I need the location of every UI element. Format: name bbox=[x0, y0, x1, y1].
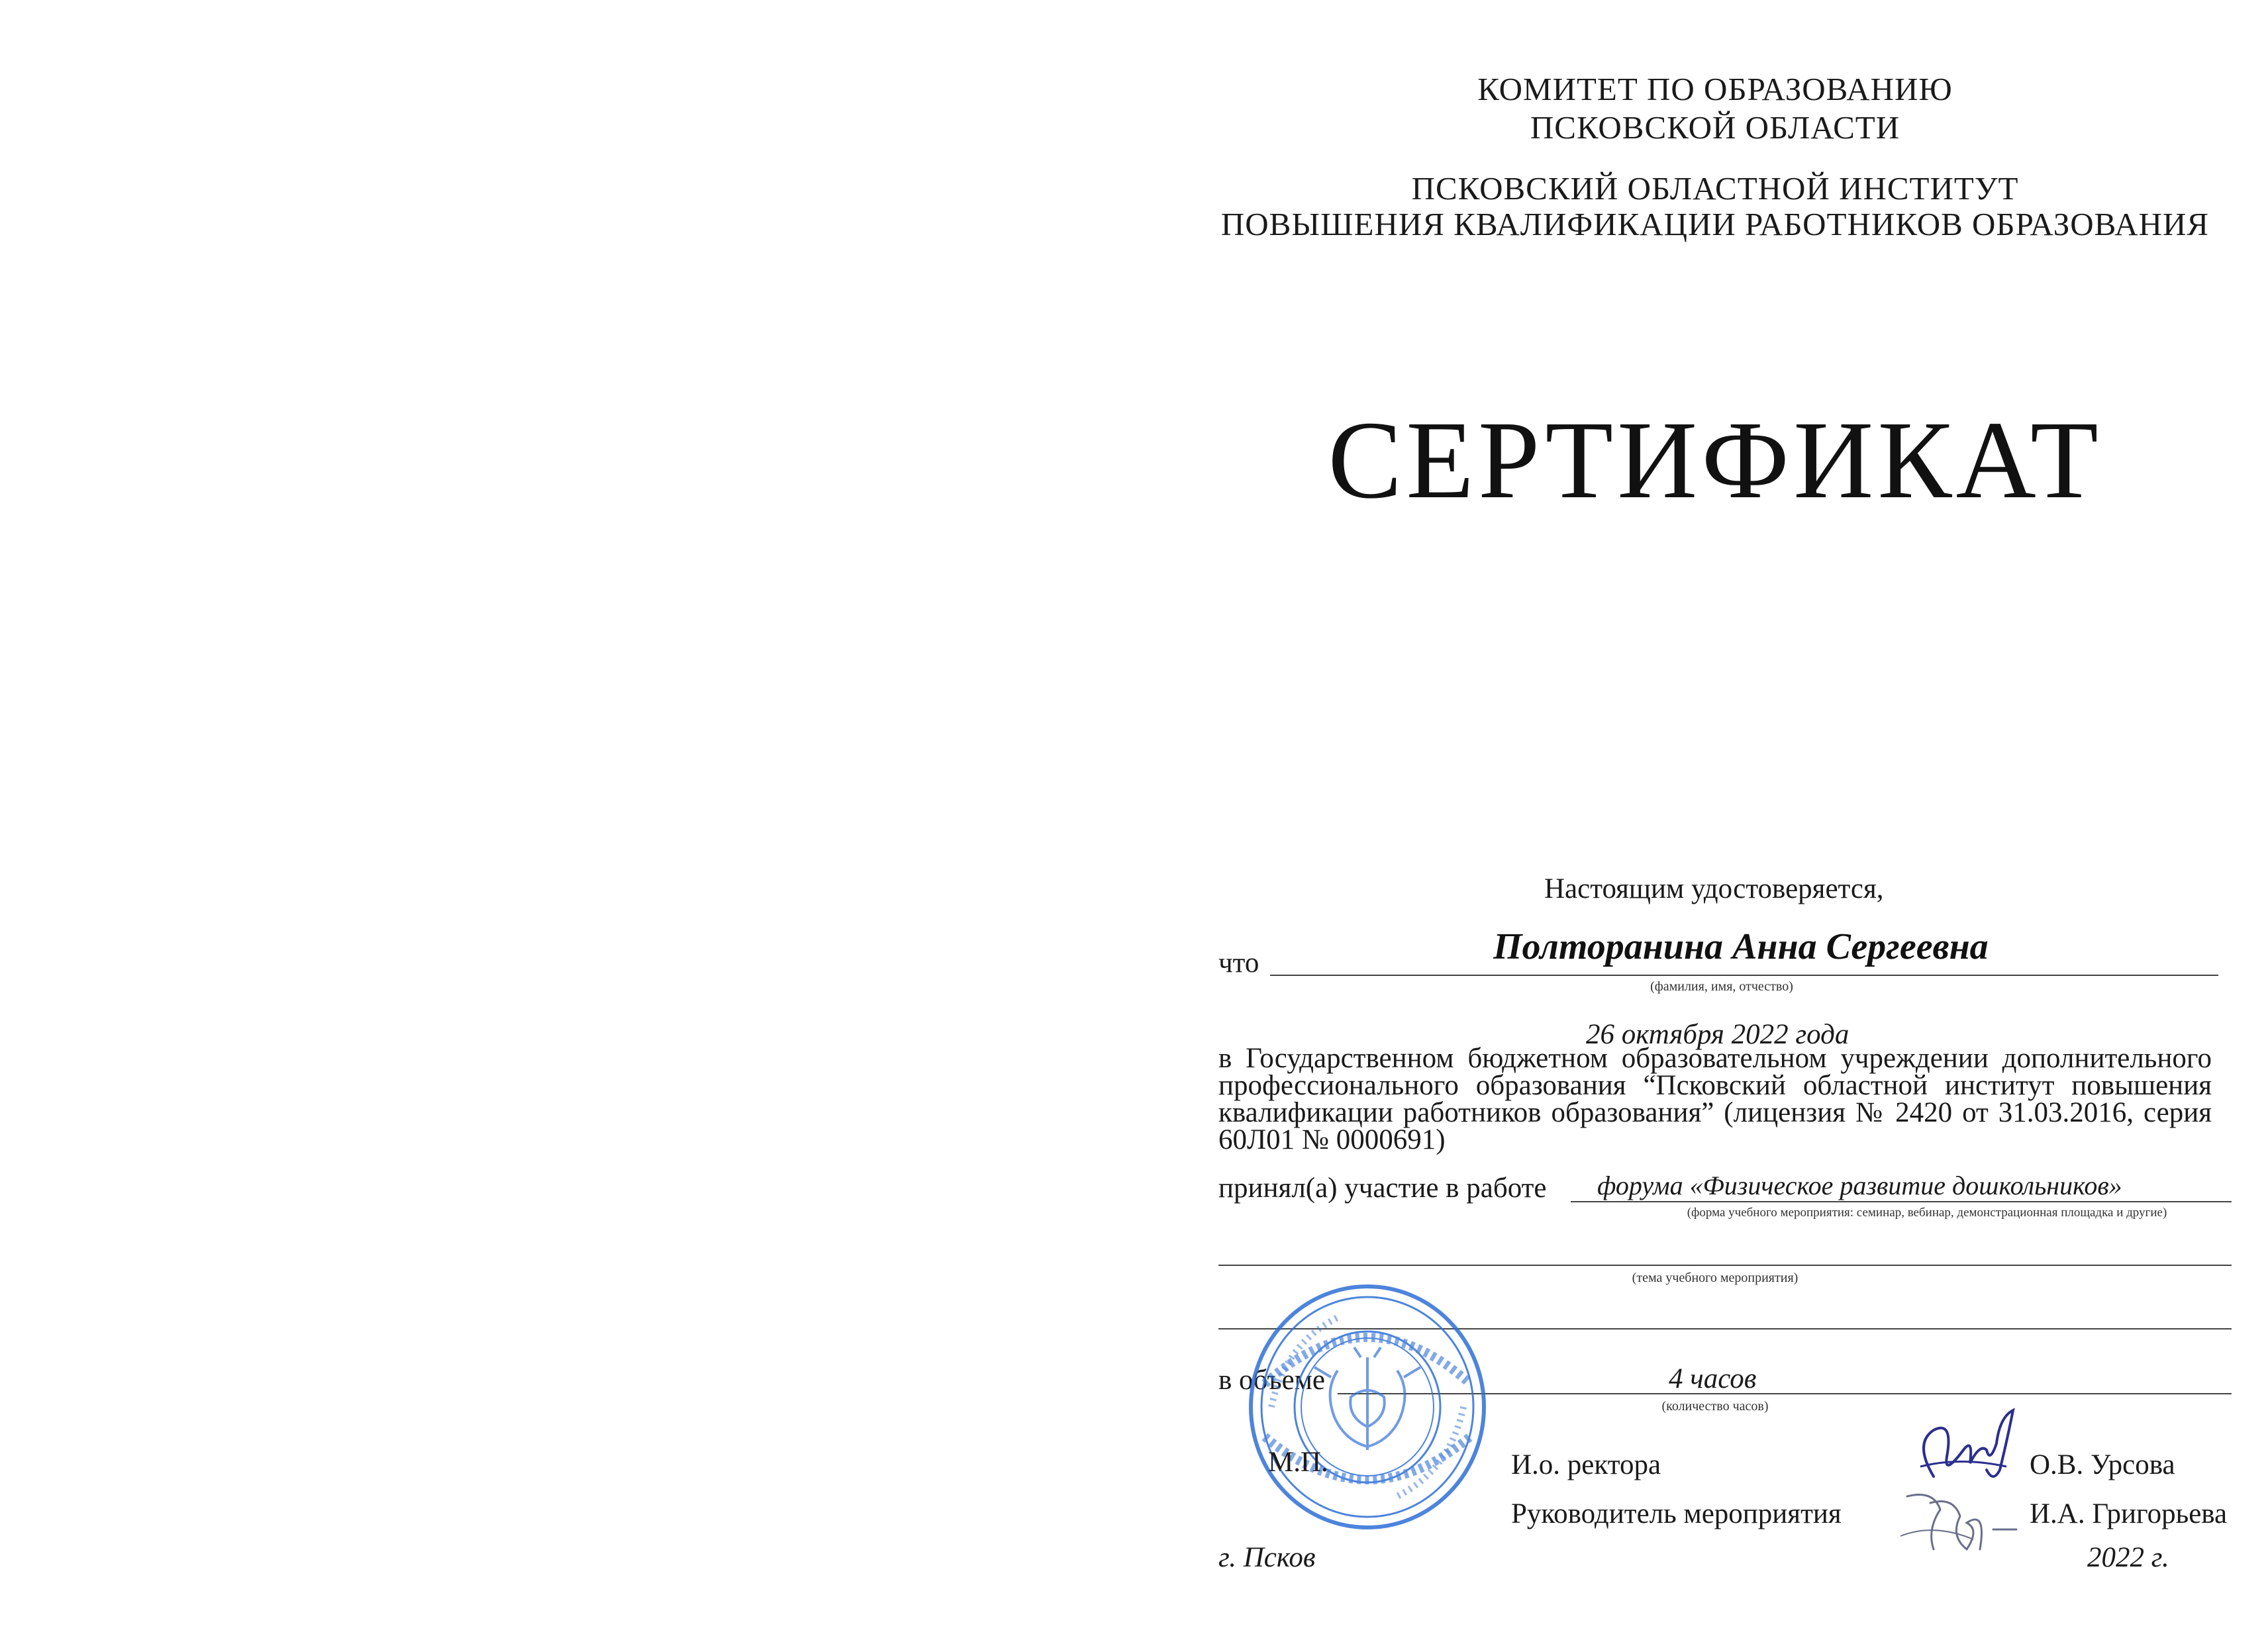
committee-line-2: ПСКОВСКОЙ ОБЛАСТИ bbox=[1530, 109, 1900, 146]
recipient-name: Полторанина Анна Сергеевна bbox=[1493, 926, 1989, 967]
name-underline bbox=[1270, 975, 2218, 976]
institute-line-1: ПСКОВСКИЙ ОБЛАСТНОЙ ИНСТИТУТ bbox=[1411, 170, 2019, 207]
volume-caption: (количество часов) bbox=[1661, 1399, 1769, 1414]
year: 2022 г. bbox=[2087, 1542, 2169, 1573]
event-head-name: И.А. Григорьева bbox=[2030, 1498, 2228, 1529]
city: г. Псков bbox=[1218, 1542, 1316, 1573]
certificate-title: СЕРТИФИКАТ bbox=[1328, 399, 2102, 522]
event-head-signature-icon bbox=[1894, 1483, 2026, 1563]
participation-label: принял(а) участие в работе bbox=[1218, 1173, 1547, 1204]
institute-line-2: ПОВЫШЕНИЯ КВАЛИФИКАЦИИ РАБОТНИКОВ ОБРАЗОВАНИЯ bbox=[1220, 206, 2210, 242]
that-label: что bbox=[1218, 947, 1259, 979]
institution-paragraph: в Государственном бюджетном образовательном учреждении дополнительного профессионального образования “Псковский областной институт повышения квалификации работников образования” (лицензия № 2420 от 31.03.2016, серия 60Л01 № 0000691) bbox=[1218, 1043, 2212, 1155]
event-head-title: Руководитель мероприятия bbox=[1511, 1498, 1842, 1529]
volume-value: 4 часов bbox=[1669, 1363, 1757, 1394]
stamp-label: М.П. bbox=[1268, 1447, 1328, 1478]
event-topic-underline bbox=[1218, 1265, 2232, 1266]
rector-name: О.В. Урсова bbox=[2030, 1449, 2175, 1480]
event-form: форума «Физическое развитие дошкольников» bbox=[1597, 1171, 2122, 1200]
event-date: 26 октября 2022 года bbox=[1586, 1019, 1849, 1050]
name-caption: (фамилия, имя, отчество) bbox=[1650, 979, 1793, 994]
rector-signature-icon bbox=[1907, 1404, 2020, 1490]
event-form-caption: (форма учебного мероприятия: семинар, вебинар, демонстрационная площадка и другие) bbox=[1687, 1206, 2167, 1220]
volume-label: в объеме bbox=[1218, 1365, 1325, 1396]
intro-text: Настоящим удостоверяется, bbox=[1544, 873, 1884, 904]
event-topic-caption: (тема учебного мероприятия) bbox=[1632, 1271, 1799, 1285]
official-seal-icon bbox=[1245, 1284, 1490, 1529]
rector-title: И.о. ректора bbox=[1511, 1449, 1661, 1480]
committee-line-1: КОМИТЕТ ПО ОБРАЗОВАНИЮ bbox=[1477, 71, 1953, 107]
